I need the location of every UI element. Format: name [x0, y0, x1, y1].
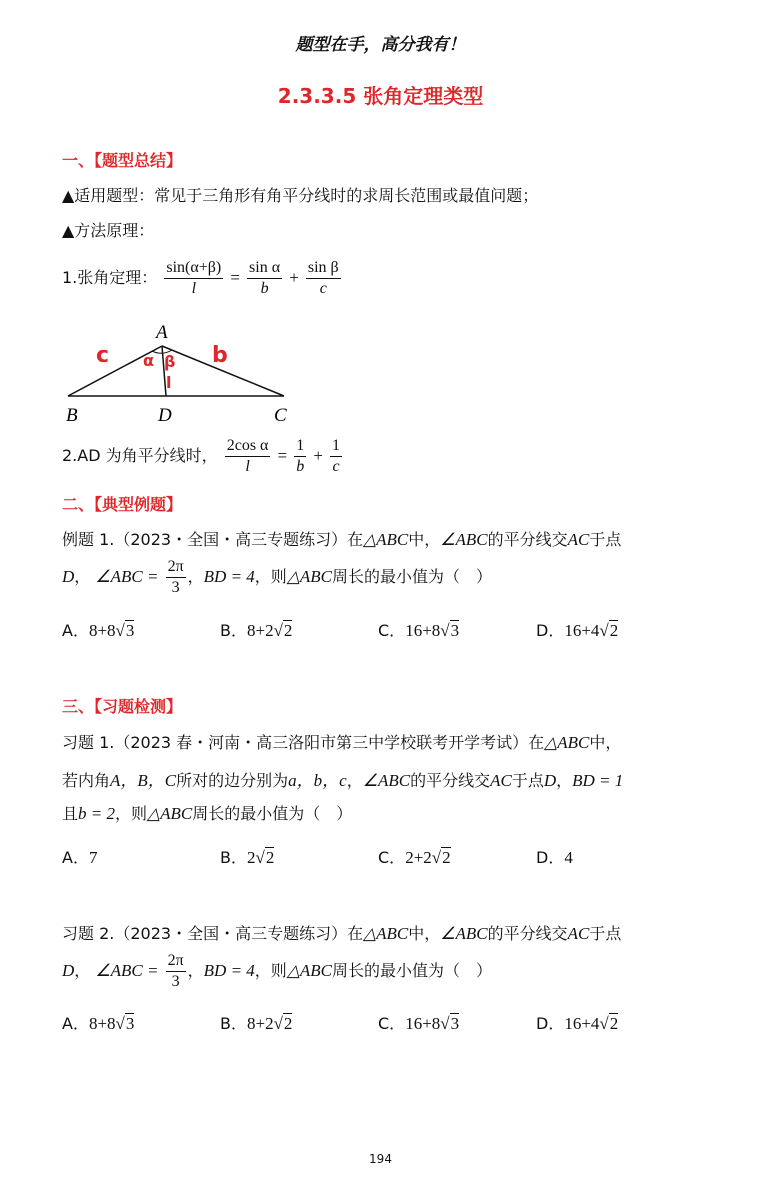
option-a[interactable]: A．8+8√3: [62, 1014, 135, 1033]
text: ，: [187, 567, 204, 586]
exercise-1-options: [62, 845, 702, 869]
option-value: 2: [246, 848, 256, 867]
formula-2-label: 2.AD 为角平分线时，: [62, 446, 218, 465]
option-label: D．: [536, 621, 565, 640]
option-c[interactable]: C．2+2√2: [378, 848, 451, 867]
triangle-symbol: △ABC: [544, 733, 590, 752]
beta-label: β: [164, 352, 176, 371]
text: ，: [556, 771, 573, 790]
triangle-symbol: △ABC: [363, 924, 409, 943]
text: 中，: [408, 530, 441, 549]
radicand: 3: [125, 621, 135, 640]
text: ，: [346, 771, 363, 790]
vertex-b-label: B: [66, 405, 78, 426]
option-value: 4: [564, 848, 573, 867]
triangle-diagram: [56, 318, 306, 428]
plus-sign: +: [313, 446, 323, 465]
option-label: A．: [62, 1014, 89, 1033]
option-value: 16+4: [564, 1014, 600, 1033]
radicand: 3: [450, 1014, 460, 1033]
vertex-a-label: A: [156, 322, 168, 343]
fraction-term-1: [247, 258, 282, 299]
radicand: 2: [609, 1014, 619, 1033]
option-value: 7: [88, 848, 98, 867]
exercise-2-options: [62, 1011, 702, 1035]
triangle-symbol: △ABC: [147, 804, 193, 823]
option-value: 8+2: [246, 621, 274, 640]
bd-expression: BD = 4: [203, 961, 255, 980]
fraction-numerator: 2π: [166, 557, 186, 578]
option-label: B．: [220, 621, 247, 640]
fraction-numerator: 1: [330, 436, 342, 457]
angle-symbol: ∠ABC: [440, 924, 488, 943]
option-c[interactable]: C．16+8√3: [378, 1014, 460, 1033]
formula-1-label: 1.张角定理：: [62, 268, 158, 287]
text: ，则: [115, 804, 148, 823]
fraction-denominator: 3: [171, 579, 180, 596]
option-label: C．: [378, 1014, 406, 1033]
page-title: 2.3.3.5 张角定理类型: [277, 84, 484, 108]
exercise-2-line-1: [62, 921, 621, 944]
radicand: 2: [609, 621, 619, 640]
option-d[interactable]: D．16+4√2: [536, 1014, 619, 1033]
point-d: D: [62, 961, 75, 980]
fraction-lhs: [225, 436, 271, 477]
triangle-symbol: △ABC: [363, 530, 409, 549]
exercise-2-line-2: [62, 951, 492, 992]
text: 于点: [511, 771, 544, 790]
option-c[interactable]: C．16+8√3: [378, 621, 460, 640]
angle-symbol: ∠ABC: [362, 771, 411, 790]
triangle-symbol: △ABC: [286, 961, 332, 980]
fraction-denominator: l: [245, 458, 250, 475]
principle-text: ▲方法原理：: [62, 221, 155, 240]
text: ，: [74, 961, 91, 980]
section-heading-examples: 二、【典型例题】: [62, 495, 183, 514]
vertex-d-label: D: [158, 405, 172, 426]
section-heading-exercises: 三、【习题检测】: [62, 697, 183, 716]
option-label: D．: [536, 848, 565, 867]
text: 的平分线交: [487, 924, 568, 943]
radicand: 2: [283, 1014, 293, 1033]
option-b[interactable]: B．8+2√2: [220, 1014, 293, 1033]
radicand: 2: [442, 848, 451, 867]
vertex-c-label: C: [274, 405, 287, 426]
text: ，则: [254, 961, 287, 980]
radicand: 2: [283, 621, 293, 640]
segment-ac: AC: [567, 530, 590, 549]
text: 所对的边分别为: [176, 771, 289, 790]
fraction-numerator: 1: [294, 436, 306, 457]
option-value: 8+8: [88, 1014, 116, 1033]
exercise-1-intro: 习题 1.（2023 春・河南・高三洛阳市第三中学校联考开学考试）在: [62, 733, 545, 752]
option-label: B．: [220, 1014, 247, 1033]
example-1-options: [62, 618, 702, 642]
text: 若内角: [62, 771, 111, 790]
text: 且: [62, 804, 79, 823]
text: 周长的最小值为（ ）: [332, 961, 493, 980]
fraction-denominator: c: [332, 458, 340, 475]
fraction-numerator: 2cos α: [225, 436, 271, 457]
side-c-label: c: [96, 343, 110, 368]
text: 的平分线交: [410, 771, 491, 790]
fraction-numerator: sin β: [306, 258, 341, 279]
bd-expression: BD = 4: [203, 567, 255, 586]
page-header: 题型在手，高分我有！: [295, 35, 466, 55]
point-d: D: [62, 567, 75, 586]
segment-l-label: l: [166, 373, 172, 392]
formula-line-2: [62, 436, 344, 477]
applicable-text: ▲适用题型：常见于三角形有角平分线时的求周长范围或最值问题；: [62, 186, 539, 205]
option-label: C．: [378, 621, 406, 640]
formula-line-1: [62, 258, 343, 299]
fraction-numerator: sin α: [247, 258, 282, 279]
exercise-1-line-2: [62, 766, 623, 791]
angle-symbol: ∠ABC: [440, 530, 488, 549]
text: ，则: [254, 567, 287, 586]
page-number: 194: [369, 1152, 392, 1166]
radicand: 2: [265, 848, 275, 867]
example-1-line-1: [62, 527, 621, 550]
bd-expression: BD = 1: [572, 771, 624, 790]
option-d[interactable]: D．16+4√2: [536, 621, 619, 640]
option-label: C．: [378, 848, 406, 867]
triangle-symbol: △ABC: [286, 567, 332, 586]
text: 的平分线交: [487, 530, 568, 549]
text: 周长的最小值为（ ）: [192, 804, 353, 823]
segment-ac: AC: [567, 924, 590, 943]
option-value: 16+4: [564, 621, 600, 640]
fraction-term-1: [294, 436, 306, 477]
option-label: D．: [536, 1014, 565, 1033]
fraction-term-2: [306, 258, 341, 299]
fraction-two-pi-over-three: [166, 951, 186, 992]
text: 中，: [408, 924, 441, 943]
angle-expression: ∠ABC =: [95, 567, 159, 586]
plus-sign: +: [289, 268, 299, 287]
option-value: 8+2: [246, 1014, 274, 1033]
text: ，: [74, 567, 91, 586]
equals-sign: =: [277, 446, 288, 465]
section-heading-summary: 一、【题型总结】: [62, 151, 183, 170]
fraction-denominator: c: [319, 280, 327, 297]
angles-abc: A，B，C: [110, 771, 177, 790]
text: 于点: [589, 924, 622, 943]
point-d: D: [543, 771, 557, 790]
exercise-1-line-1: [62, 730, 621, 753]
option-a[interactable]: [62, 845, 97, 868]
radicand: 3: [125, 1014, 135, 1033]
option-value: 8+8: [88, 621, 116, 640]
option-value: 2+2: [405, 848, 432, 867]
fraction-denominator: b: [296, 458, 305, 475]
option-label: B．: [220, 848, 247, 867]
fraction-denominator: b: [260, 280, 269, 297]
example-1-intro: 例题 1.（2023・全国・高三专题练习）在: [62, 530, 364, 549]
alpha-label: α: [143, 351, 154, 370]
fraction-numerator: sin(α+β): [164, 258, 223, 279]
exercise-2-intro: 习题 2.（2023・全国・高三专题练习）在: [62, 924, 364, 943]
fraction-two-pi-over-three: [166, 557, 186, 598]
fraction-numerator: 2π: [166, 951, 186, 972]
example-1-line-2: [62, 557, 492, 598]
exercise-1-line-3: [62, 801, 352, 824]
option-value: 16+8: [405, 621, 441, 640]
option-a[interactable]: A．8+8√3: [62, 621, 135, 640]
text: ，: [187, 961, 204, 980]
text: 周长的最小值为（ ）: [332, 567, 493, 586]
radicand: 3: [450, 621, 460, 640]
side-b-label: b: [212, 343, 228, 368]
fraction-lhs: [164, 258, 223, 299]
sides-abc: a，b，c: [288, 771, 347, 790]
equals-sign: =: [230, 268, 240, 287]
option-label: A．: [62, 621, 89, 640]
fraction-term-2: [330, 436, 342, 477]
option-label: A．: [62, 848, 89, 867]
option-b[interactable]: B．8+2√2: [220, 621, 293, 640]
b-equals-2: b = 2: [78, 804, 115, 823]
angle-expression: ∠ABC =: [95, 961, 159, 980]
segment-ac: AC: [490, 771, 512, 790]
option-d[interactable]: [536, 845, 573, 868]
option-value: 16+8: [405, 1014, 441, 1033]
text: 中，: [589, 733, 622, 752]
text: 于点: [589, 530, 622, 549]
option-b[interactable]: B．2√2: [220, 848, 275, 867]
fraction-denominator: 3: [171, 973, 180, 990]
fraction-denominator: l: [191, 280, 197, 297]
